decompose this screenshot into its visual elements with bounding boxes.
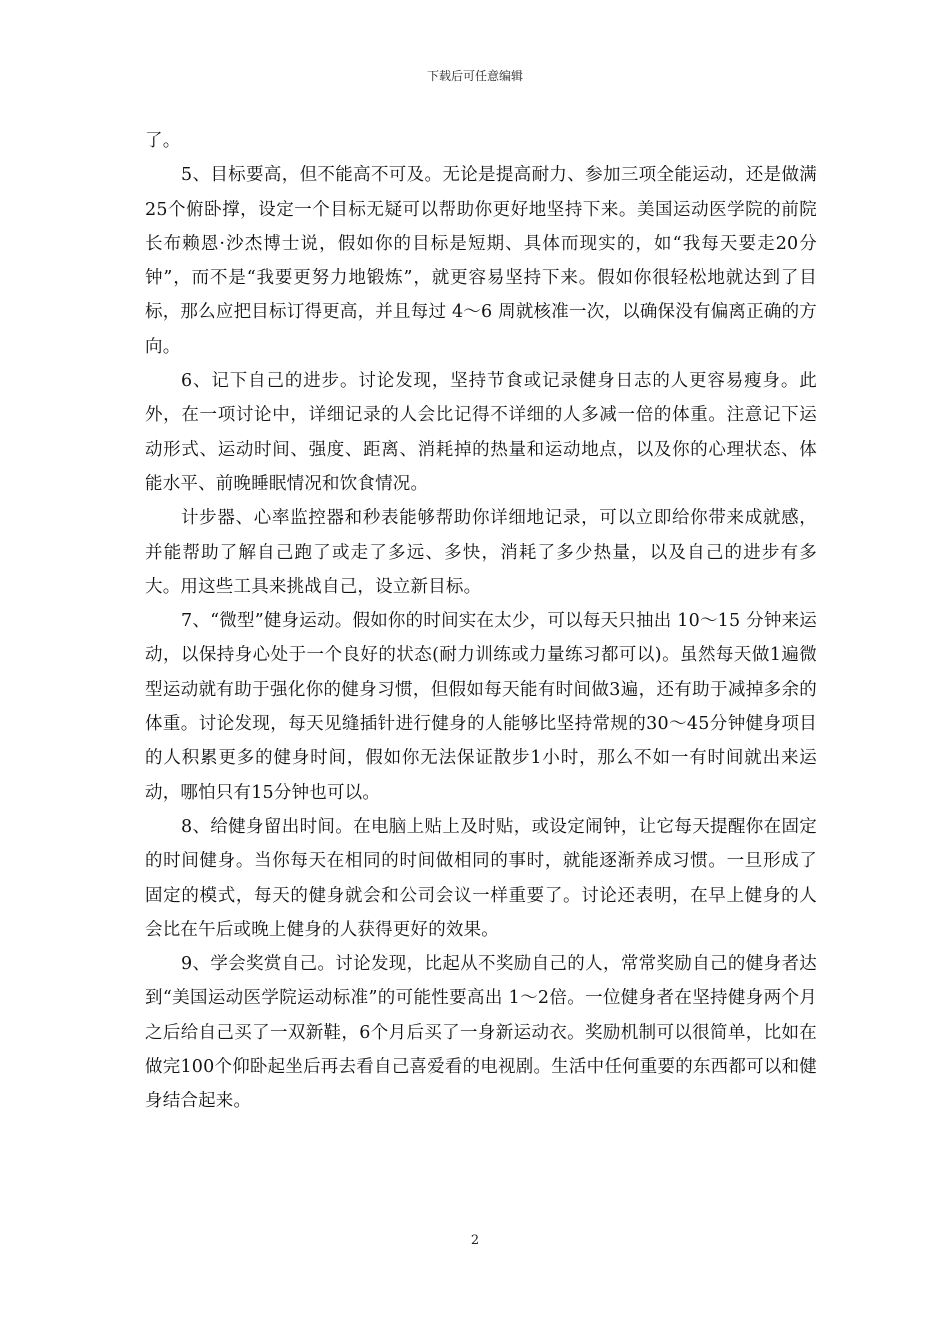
page-header: 下载后可任意编辑 (426, 69, 523, 83)
paragraph-continuation: 了。 (145, 131, 181, 151)
document-body (145, 124, 817, 1119)
paragraph-goal-setting: 5、目标要高，但不能高不可及。无论是提高耐力、参加三项全能运动，还是做满25个俯卧撑，设定一个目标无疑可以帮助你更好地坚持下来。美国运动医学院的前院长布赖恩·沙杰博士说，假如你的目标是短期、具体而现实的，如“我每天要走20分钟”，而不是“我要更努力地锻炼”，就更容易坚持下来。假如你很轻松地就达到了目标，那么应把目标订得更高，并且每过 4～6 周就核准一次，以确保没有偏离正确的方向。 (145, 165, 817, 357)
paragraph-tracking-tools: 计步器、心率监控器和秒表能够帮助你详细地记录，可以立即给你带来成就感，并能帮助了解自己跑了或走了多远、多快，消耗了多少热量，以及自己的进步有多大。用这些工具来挑战自己，设立新目标。 (145, 508, 817, 597)
paragraph-micro-workout: 7、“微型”健身运动。假如你的时间实在太少，可以每天只抽出 10～15 分钟来运动，以保持身心处于一个良好的状态(耐力训练或力量练习都可以)。虽然每天做1遍微型运动就有助于强化你的健身习惯，但假如每天能有时间做3遍，还有助于减掉多余的体重。讨论发现，每天见缝插针进行健身的人能够比坚持常规的30～45分钟健身项目的人积累更多的健身时间，假如你无法保证散步1小时，那么不如一有时间就出来运动，哪怕只有15分钟也可以。 (145, 611, 817, 803)
paragraph-schedule-time: 8、给健身留出时间。在电脑上贴上及时贴，或设定闹钟，让它每天提醒你在固定的时间健身。当你每天在相同的时间做相同的事时，就能逐渐养成习惯。一旦形成了固定的模式，每天的健身就会和公司会议一样重要了。讨论还表明，在早上健身的人会比在午后或晚上健身的人获得更好的效果。 (145, 816, 817, 940)
paragraph-record-progress: 6、记下自己的进步。讨论发现，坚持节食或记录健身日志的人更容易瘦身。此外，在一项讨论中，详细记录的人会比记得不详细的人多减一倍的体重。注意记下运动形式、运动时间、强度、距离、消耗掉的热量和运动地点，以及你的心理状态、体能水平、前晚睡眠情况和饮食情况。 (145, 371, 817, 494)
page-number: 2 (470, 1233, 480, 1248)
paragraph-reward-yourself: 9、学会奖赏自己。讨论发现，比起从不奖励自己的人，常常奖励自己的健身者达到“美国运动医学院运动标准”的可能性要高出 1～2倍。一位健身者在坚持健身两个月之后给自己买了一双新鞋，6个月后买了一身新运动衣。奖励机制可以很简单，比如在做完100个仰卧起坐后再去看自己喜爱看的电视剧。生活中任何重要的东西都可以和健身结合起来。 (145, 954, 817, 1112)
